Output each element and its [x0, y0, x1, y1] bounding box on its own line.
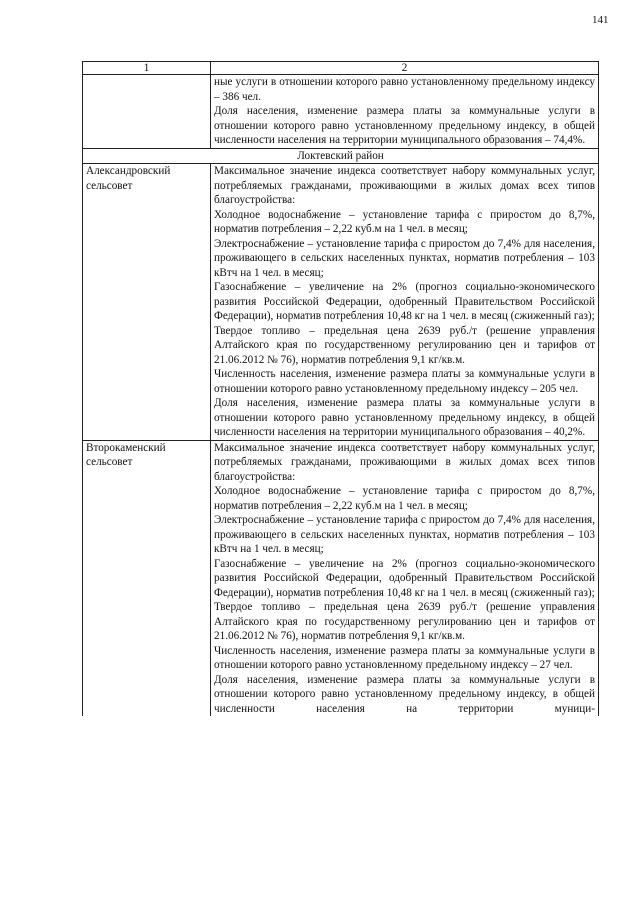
district-heading: Локтевский район [83, 148, 599, 164]
settlement-name: Второкаменский сельсовет [83, 440, 211, 716]
description-paragraph: Численность населения, изменение размера платы за коммунальные услуги в отношении которого равно установленному предельному индексу – 27 чел. [214, 644, 595, 671]
column-header-2: 2 [211, 62, 599, 75]
description-paragraph: Доля населения, изменение размера платы за коммунальные услуги в отношении которого равно установленному предельному индексу, в общей численности населения на территории муниципального образования – 40,2%. [214, 397, 595, 438]
tariff-table [82, 61, 599, 716]
continuation-text-cell [211, 75, 599, 149]
continuation-paragraph: ные услуги в отношении которого равно установленному предельному индексу – 386 чел. [214, 76, 595, 103]
description-paragraph: Электроснабжение – установление тарифа с приростом до 7,4% для населения, проживающего в сельских населенных пунктах, норматив потребления – 103 кВтч на 1 чел. в месяц; [214, 237, 595, 279]
district-row [83, 148, 599, 164]
continuation-row [83, 75, 599, 149]
continuation-name-cell [83, 75, 211, 149]
description-paragraph: Максимальное значение индекса соответствует набору коммунальных услуг, потребляемых гражданами, проживающими в жилых домах всех типов благоустройства: [214, 165, 595, 206]
description-paragraph: Твердое топливо – предельная цена 2639 руб./т (решение управления Алтайского края по государственному регулированию цен и тарифов от 21.06.2012 № 76), норматив потребления 9,1 кг/кв.м. [214, 324, 595, 366]
table-row [83, 164, 599, 441]
description-paragraph: Газоснабжение – увеличение на 2% (прогноз социально-экономического развития Российской Федерации, одобренный Правительством Российской Федерации), норматив потребления 10,48 кг на 1 чел. в месяц (сжиженный газ); [214, 557, 595, 599]
description-paragraph: Численность населения, изменение размера платы за коммунальные услуги в отношении которого равно установленному предельному индексу – 205 чел. [214, 368, 595, 395]
settlement-description [211, 440, 599, 716]
settlement-name: Александровский сельсовет [83, 164, 211, 441]
page-number: 141 [592, 14, 609, 26]
settlement-description [211, 164, 599, 441]
description-paragraph: Максимальное значение индекса соответствует набору коммунальных услуг, потребляемых гражданами, проживающими в жилых домах всех типов благоустройства: [214, 441, 595, 483]
table-row [83, 440, 599, 716]
description-paragraph: Холодное водоснабжение – установление тарифа с приростом до 8,7%, норматив потребления – 2,22 куб.м на 1 чел. в месяц; [214, 485, 595, 512]
column-header-1: 1 [83, 62, 211, 75]
table-header-row [83, 62, 599, 75]
description-paragraph: Холодное водоснабжение – установление тарифа с приростом до 8,7%, норматив потребления – 2,22 куб.м на 1 чел. в месяц; [214, 208, 595, 235]
continuation-paragraph: Доля населения, изменение размера платы за коммунальные услуги в отношении которого равно установленному предельному индексу, в общей численности населения на территории муниципального образования – 74,4%. [214, 105, 595, 146]
description-paragraph: Твердое топливо – предельная цена 2639 руб./т (решение управления Алтайского края по государственному регулированию цен и тарифов от 21.06.2012 № 76), норматив потребления 9,1 кг/кв.м. [214, 601, 595, 642]
description-paragraph: Доля населения, изменение размера платы за коммунальные услуги в отношении которого равно установленному предельному индексу, в общей численности населения на территории муници- [214, 673, 595, 715]
description-paragraph: Газоснабжение – увеличение на 2% (прогноз социально-экономического развития Российской Федерации, одобренный Правительством Российской Федерации), норматив потребления 10,48 кг на 1 чел. в месяц (сжиженный газ); [214, 281, 595, 322]
description-paragraph: Электроснабжение – установление тарифа с приростом до 7,4% для населения, проживающего в сельских населенных пунктах, норматив потребления – 103 кВтч на 1 чел. в месяц; [214, 514, 595, 555]
